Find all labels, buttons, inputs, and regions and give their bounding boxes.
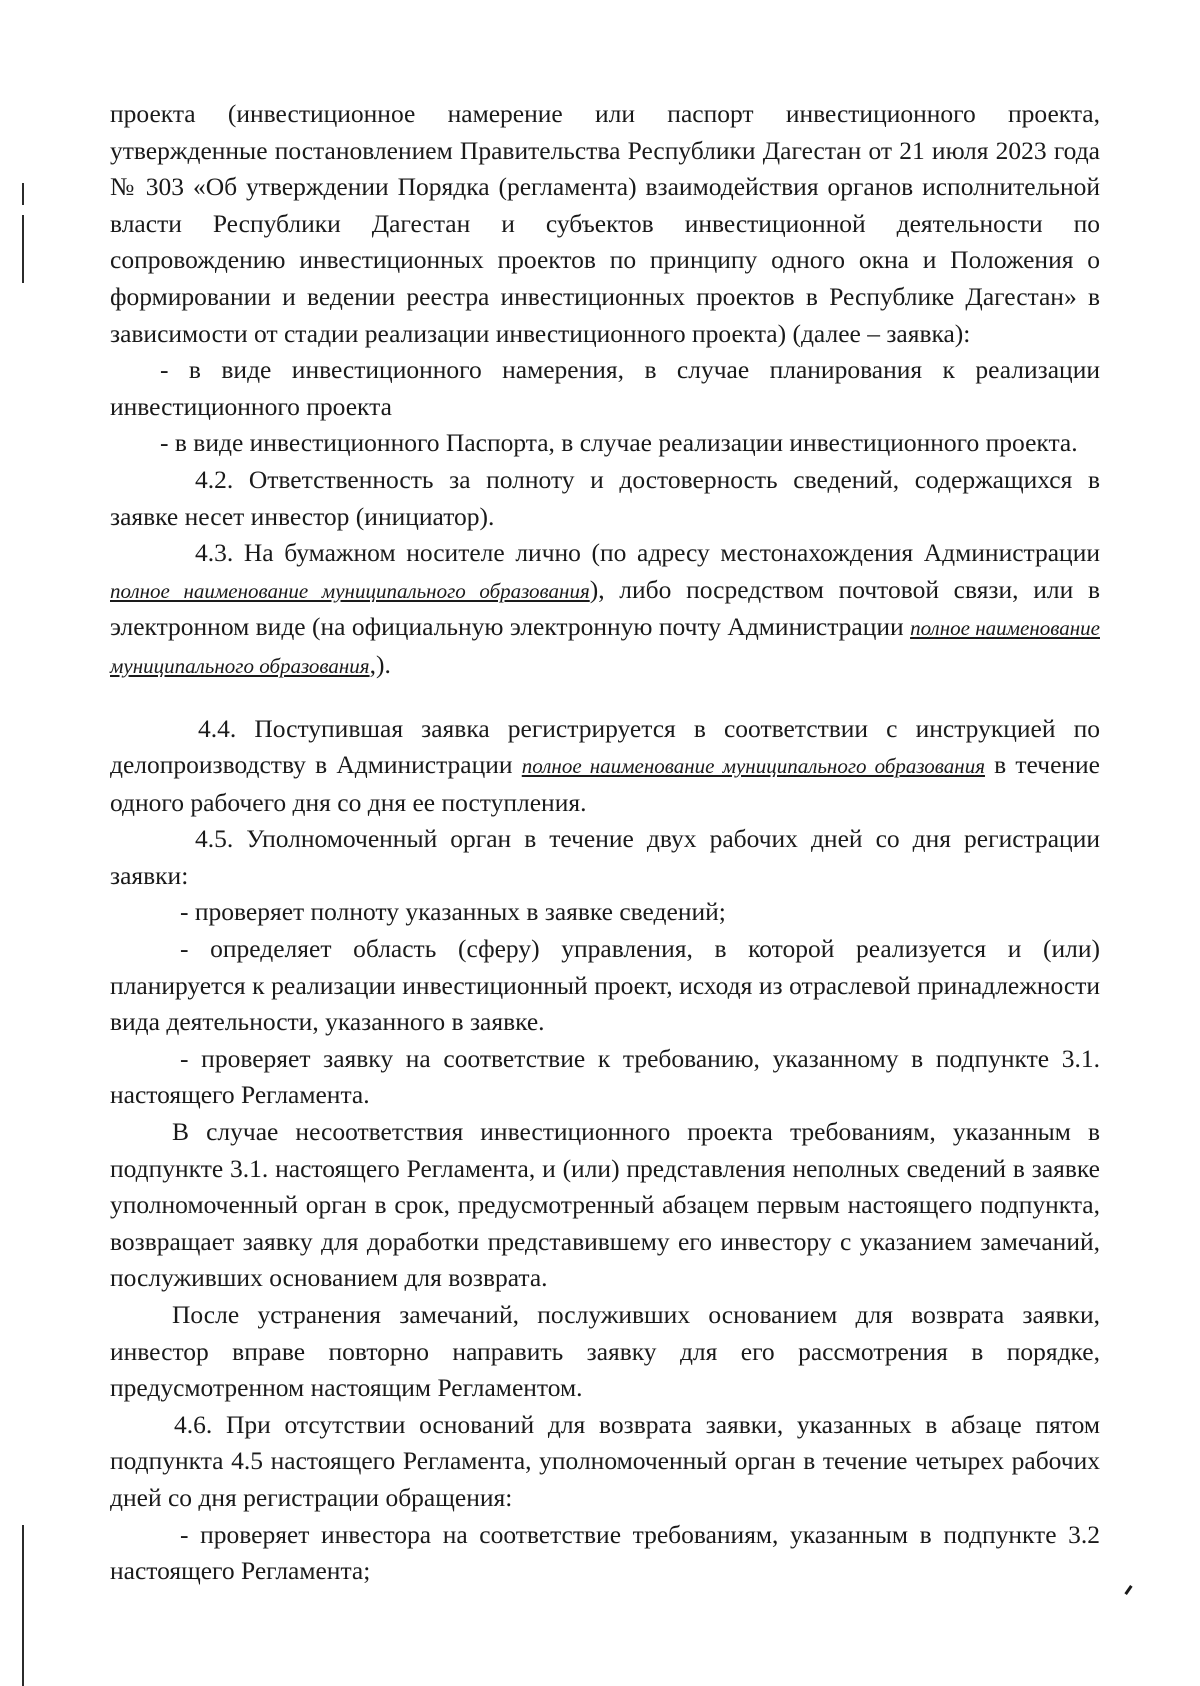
- scan-artifact-line: [22, 183, 24, 205]
- list-item-passport: - в виде инвестиционного Паспорта, в случае реализации инвестиционного проекта.: [160, 428, 1078, 458]
- paragraph-intro: проекта (инвестиционное намерение или паспорт инвестиционного проекта, утвержденные постановлением Правительства Республики Дагестан от 21 июля 2023 года № 303 «Об утверждении Порядка (регламента) взаимодействия органов исполнительной власти Республики Дагестан и субъектов инвестиционной деятельности по сопровождению инвестиционных проектов по принципу одного окна и Положения о формировании и ведении реестра инвестиционных проектов в Республике Дагестан» в зависимости от стадии реализации инвестиционного проекта) (далее – заявка):: [110, 99, 1100, 348]
- paragraph-4-2: 4.2. Ответственность за полноту и достоверность сведений, содержащихся в заявке несет инвестор (инициатор).: [110, 464, 1100, 531]
- document-body: [110, 96, 1100, 1590]
- paragraph-text: 4.3. На бумажном носителе лично (по адресу местонахождения Администрации: [195, 538, 1100, 568]
- paragraph-4-3: [110, 535, 1100, 684]
- paragraph-text: в течение одного рабочего дня со дня ее поступления.: [110, 750, 1100, 817]
- paragraph-text: ), либо посредством почтовой связи, или в электронном виде (на официальную электронную почту Администрации: [110, 574, 1100, 642]
- paragraph-text: 4.4. Поступившая заявка регистрируется в соответствии с инструкцией по делопроизводству в Администрации: [110, 713, 1100, 780]
- paragraph-4-6: 4.6. При отсутствии оснований для возврата заявки, указанных в абзаце пятом подпункта 4.5 настоящего Регламента, уполномоченный орган в течение четырех рабочих дней со дня регистрации обращения:: [110, 1409, 1100, 1512]
- paragraph-4-4: [110, 711, 1100, 822]
- list-item-investor-check: - проверяет инвестора на соответствие требованиям, указанным в подпункте 3.2 настоящего Регламента;: [110, 1519, 1100, 1586]
- scan-artifact-mark: [1124, 1585, 1132, 1595]
- list-item-sphere: - определяет область (сферу) управления, в которой реализуется и (или) планируется к реализации инвестиционный проект, исходя из отраслевой принадлежности вида деятельности, указанного в заявке.: [110, 934, 1100, 1037]
- scan-artifact-line: [22, 215, 24, 283]
- paragraph-text: ,).: [369, 649, 391, 679]
- paragraph-resubmission: После устранения замечаний, послуживших основанием для возврата заявки, инвестор вправе повторно направить заявку для его рассмотрения в порядке, предусмотренном настоящим Регламентом.: [110, 1300, 1100, 1403]
- list-item-compliance: - проверяет заявку на соответствие к требованию, указанному в подпункте 3.1. настоящего Регламента.: [110, 1043, 1100, 1110]
- list-item-intention: - в виде инвестиционного намерения, в случае планирования к реализации инвестиционного проекта: [110, 355, 1100, 421]
- paragraph-4-5: 4.5. Уполномоченный орган в течение двух рабочих дней со дня регистрации заявки:: [110, 824, 1100, 890]
- municipality-placeholder: полное наименование муниципального образования: [110, 616, 1100, 678]
- municipality-placeholder: полное наименование муниципального образования: [521, 754, 985, 779]
- scan-artifact-line: [22, 1525, 24, 1686]
- list-item-completeness: - проверяет полноту указанных в заявке сведений;: [180, 897, 726, 927]
- paragraph-noncompliance: В случае несоответствия инвестиционного проекта требованиям, указанным в подпункте 3.1. настоящего Регламента, и (или) представления неполных сведений в заявке уполномоченный орган в срок, предусмотренный абзацем первым настоящего подпункта, возвращает заявку для доработки представившему его инвестору с указанием замечаний, послуживших основанием для возврата.: [110, 1117, 1100, 1293]
- municipality-placeholder: полное наименование муниципального образования: [110, 578, 590, 603]
